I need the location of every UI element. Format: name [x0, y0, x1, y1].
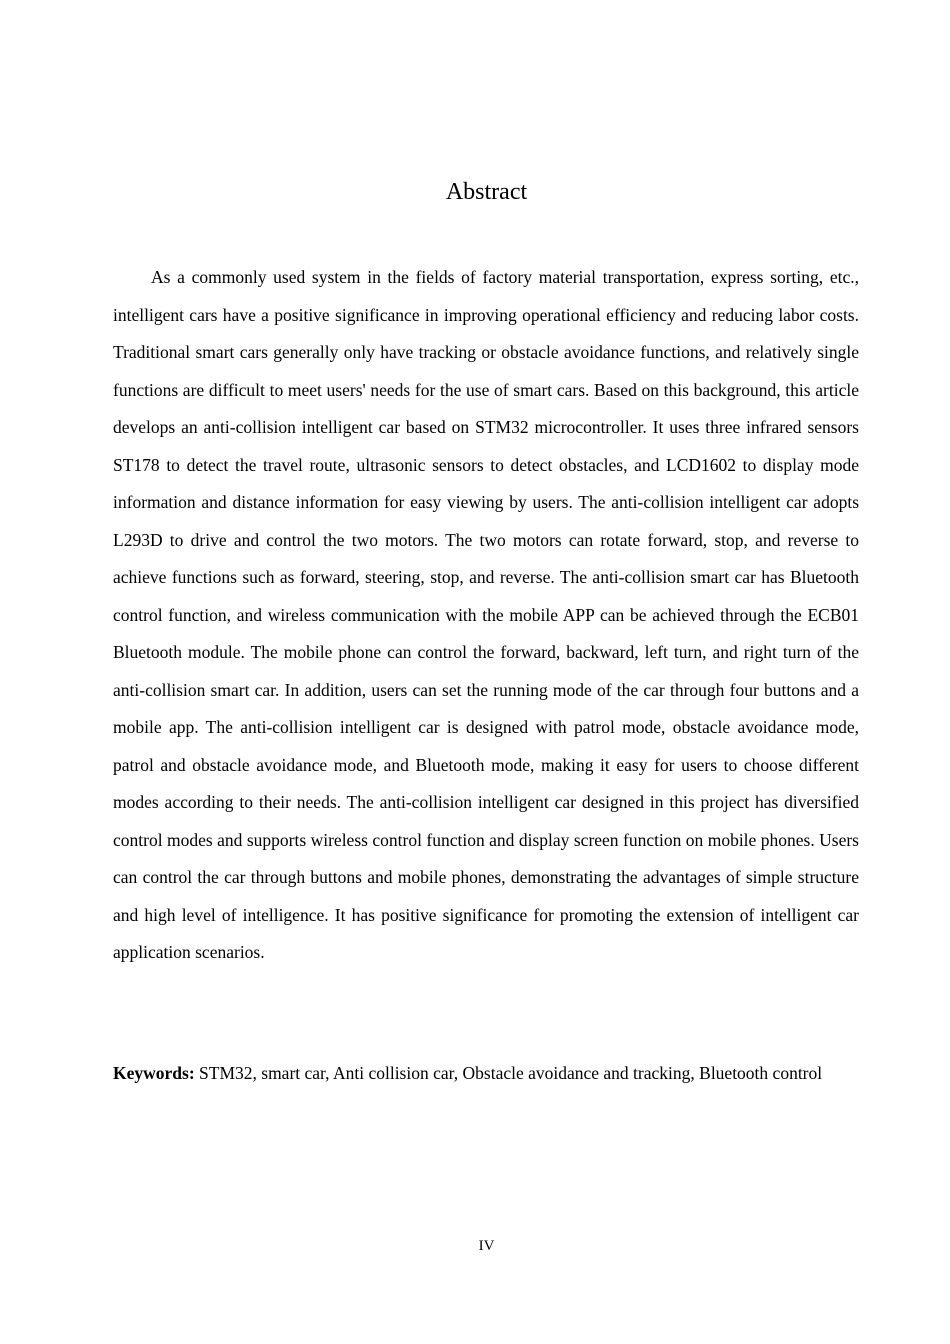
page-number: IV: [478, 1238, 495, 1254]
page-title: Abstract: [445, 179, 528, 205]
abstract-paragraph: As a commonly used system in the fields of factory material transportation, express sorting, etc., intelligent cars have a positive significance in improving operational efficiency and reducing labor costs. Traditional smart cars generally only have tracking or obstacle avoidance functions, and relatively single functions are difficult to meet users' needs for the use of smart cars. Based on this background, this article develops an anti-collision intelligent car based on STM32 microcontroller. It uses three infrared sensors ST178 to detect the travel route, ultrasonic sensors to detect obstacles, and LCD1602 to display mode information and distance information for easy viewing by users. The anti-collision intelligent car adopts L293D to drive and control the two motors. The two motors can rotate forward, stop, and reverse to achieve functions such as forward, steering, stop, and reverse. The anti-collision smart car has Bluetooth control function, and wireless communication with the mobile APP can be achieved through the ECB01 Bluetooth module. The mobile phone can control the forward, backward, left turn, and right turn of the anti-collision smart car. In addition, users can set the running mode of the car through four buttons and a mobile app. The anti-collision intelligent car is designed with patrol mode, obstacle avoidance mode, patrol and obstacle avoidance mode, and Bluetooth mode, making it easy for users to choose different modes according to their needs. The anti-collision intelligent car designed in this project has diversified control modes and supports wireless control function and display screen function on mobile phones. Users can control the car through buttons and mobile phones, demonstrating the advantages of simple structure and high level of intelligence. It has positive significance for promoting the extension of intelligent car application scenarios.: [113, 267, 859, 962]
keywords-paragraph: [113, 1055, 859, 1093]
keywords-label: Keywords:: [113, 1063, 195, 1083]
keywords-text: STM32, smart car, Anti collision car, Obstacle avoidance and tracking, Bluetooth control: [199, 1063, 823, 1083]
